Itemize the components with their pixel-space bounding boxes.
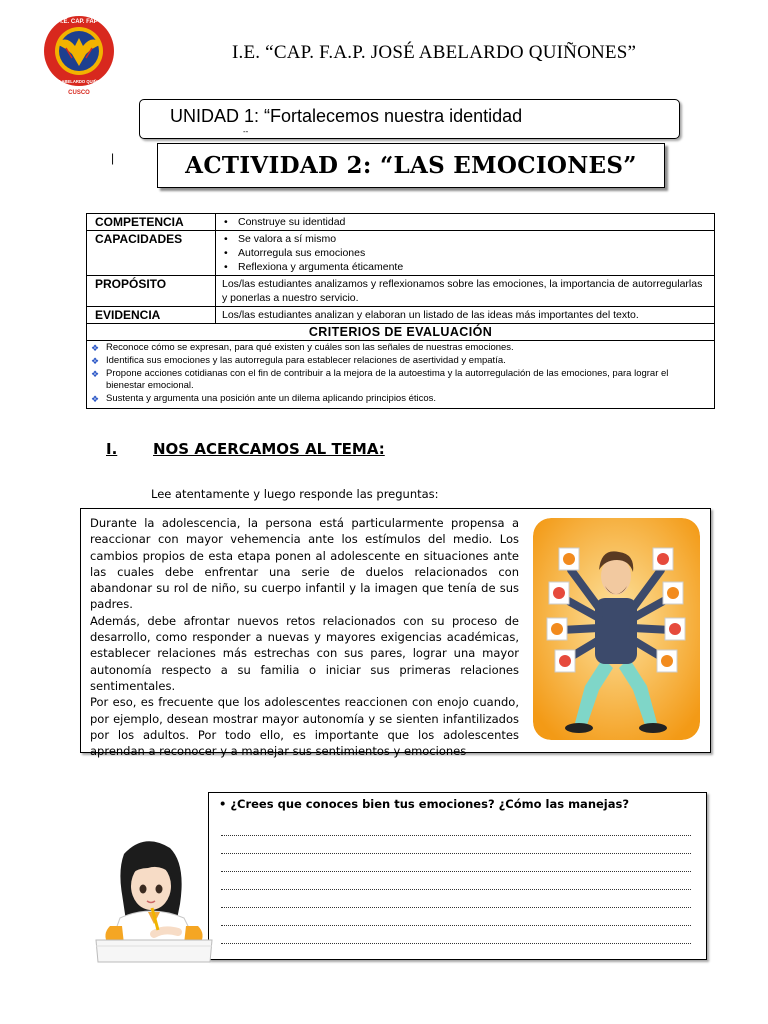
- reading-paragraph: Además, debe afrontar nuevos retos relacionados con su proceso de desarrollo, como responder a nuevas y mayores exigencias académicas, establecer relaciones más estrechas con sus pares, lograr una mayor autonomía respecto a su familia o iniciar sus primeras relaciones sentimentales.: [90, 613, 519, 693]
- answer-line[interactable]: [221, 943, 691, 944]
- question-box: [208, 792, 707, 960]
- section-title: NOS ACERCAMOS AL TEMA:: [153, 440, 385, 458]
- section-number: I.: [106, 440, 118, 458]
- list-item: • Se valora a sí mismo: [222, 232, 708, 246]
- reading-text: [90, 515, 519, 759]
- stray-mark: --: [243, 127, 249, 136]
- list-item: • Reflexiona y argumenta éticamente: [222, 260, 708, 274]
- answer-line[interactable]: [221, 853, 691, 854]
- school-title: I.E. “CAP. F.A.P. JOSÉ ABELARDO QUIÑONES”: [232, 42, 637, 63]
- logo-arc-text: I.E. CAP. FAP: [60, 19, 98, 25]
- evidencia-label: EVIDENCIA: [87, 307, 216, 324]
- criterio-item: ❖ Reconoce cómo se expresan, para qué existen y cuáles son las señales de nuestras emociones.: [91, 342, 710, 355]
- table-row-evidencia: [87, 307, 715, 324]
- criterios-cell: [87, 341, 715, 409]
- question-text: • ¿Crees que conoces bien tus emociones? ¿Cómo las manejas?: [219, 797, 630, 811]
- list-item: • Construye su identidad: [222, 215, 708, 229]
- capacidades-value: [216, 231, 715, 276]
- logo-city-text: CUSCO: [68, 90, 90, 96]
- capacidades-label: CAPACIDADES: [87, 231, 216, 276]
- table-row-criterios-header: [87, 324, 715, 341]
- unit-box: [139, 99, 680, 139]
- answer-line[interactable]: [221, 889, 691, 890]
- reading-paragraph: Por eso, es frecuente que los adolescentes reaccionen con enojo cuando, por ejemplo, desean mostrar mayor autonomía y se sienten infantilizados por los adultos. Por todo ello, es importante que los adolescentes aprendan a reconocer y a manejar sus sentimientos y emociones: [90, 695, 519, 759]
- info-table: [86, 213, 715, 409]
- activity-title: ACTIVIDAD 2: “LAS EMOCIONES”: [185, 152, 637, 179]
- instruction-text: Lee atentamente y luego responde las preguntas:: [151, 487, 439, 501]
- criterio-item: ❖ Propone acciones cotidianas con el fin de contribuir a la mejora de la autoestima y la autorregulación de las emociones, para lograr el bienestar emocional.: [91, 368, 710, 394]
- proposito-label: PROPÓSITO: [87, 276, 216, 307]
- criterio-item: ❖ Identifica sus emociones y las autorregula para establecer relaciones de asertividad y empatía.: [91, 355, 710, 368]
- girl-writing-icon: [94, 834, 214, 964]
- answer-line[interactable]: [221, 925, 691, 926]
- competencia-label: COMPETENCIA: [87, 214, 216, 231]
- evidencia-value: Los/las estudiantes analizan y elaboran un listado de las ideas más importantes del texto.: [216, 307, 715, 324]
- table-row-capacidades: [87, 231, 715, 276]
- reading-box: [80, 508, 711, 759]
- answer-line[interactable]: [221, 907, 691, 908]
- stray-pipe: |: [111, 151, 115, 165]
- reading-paragraph: Durante la adolescencia, la persona está particularmente propensa a reaccionar con mayor vehemencia ante los estímulos del medio. Los cambios propios de esta etapa ponen al adolescente en situaciones ante las cuales debe enfrentar una serie de duelos relacionados con abandonar su rol de niño, su cuerpo infantil y la imagen que tenía de sus padres.: [90, 516, 519, 612]
- logo-ring-text: JOSE ABELARDO QUIÑONES: [49, 79, 109, 84]
- unit-title: UNIDAD 1: “Fortalecemos nuestra identidad: [170, 106, 523, 126]
- answer-line[interactable]: [221, 835, 691, 836]
- activity-box: [157, 143, 665, 188]
- list-item: • Autorregula sus emociones: [222, 246, 708, 260]
- criterio-item: ❖ Sustenta y argumenta una posición ante un dilema aplicando principios éticos.: [91, 393, 710, 406]
- table-row-competencia: [87, 214, 715, 231]
- answer-line[interactable]: [221, 871, 691, 872]
- emotions-illustration-icon: [533, 518, 700, 740]
- criterios-header: CRITERIOS DE EVALUACIÓN: [87, 324, 715, 341]
- table-row-criterios: [87, 341, 715, 409]
- table-row-proposito: [87, 276, 715, 307]
- school-emblem-icon: [42, 14, 116, 96]
- proposito-value: Los/las estudiantes analizamos y reflexionamos sobre las emociones, la importancia de autorregularlas y ponerlas a nuestro servicio.: [216, 276, 715, 307]
- competencia-value: [216, 214, 715, 231]
